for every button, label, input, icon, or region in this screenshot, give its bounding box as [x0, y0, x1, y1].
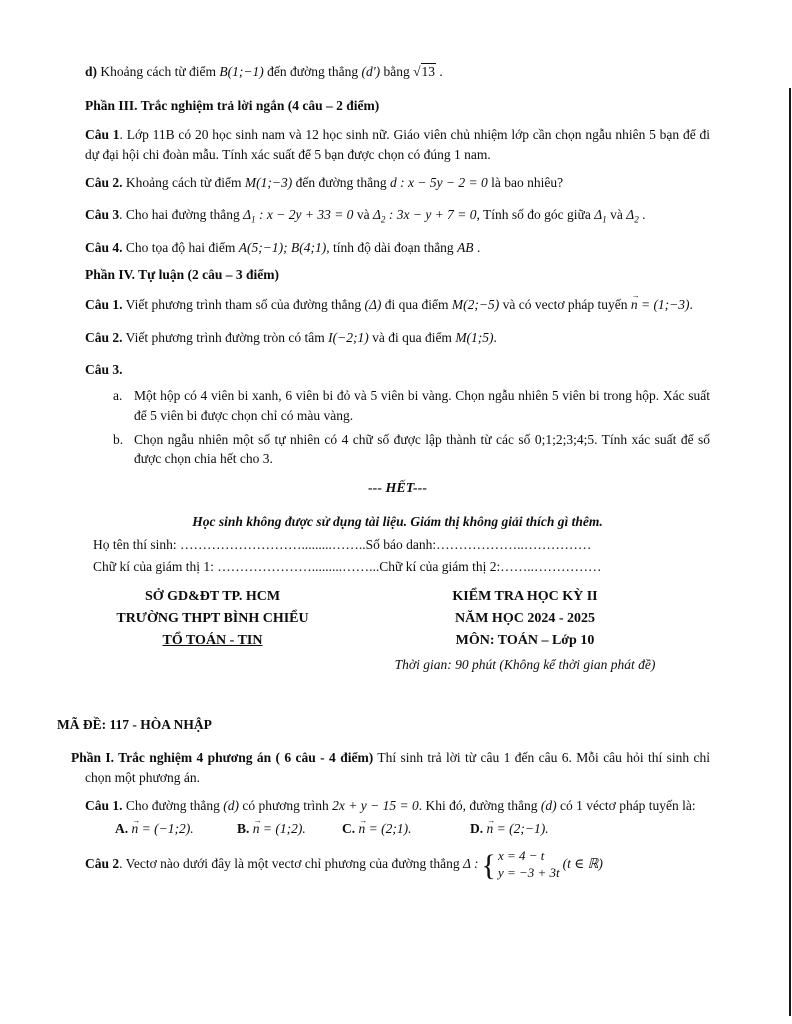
question-text: . Khi đó, đường thẳng: [418, 797, 541, 813]
list-item-a: [85, 386, 710, 425]
math-delta2: Δ: [626, 206, 635, 222]
math-points-ab: A(5;−1); B(4;1): [238, 239, 327, 255]
question-text: . Lớp 11B có 20 học sinh nam và 12 học sinh nữ. Giáo viên chủ nhiệm lớp cần chọn ngẫu nhiên 5 bạn để đi dự đại hội chi đoàn mẫu. Tính xác suất để 5 bạn được chọn có đúng 1 nam.: [85, 127, 710, 163]
math-equation: : 3x − y + 7 = 0: [385, 206, 477, 222]
math-line-equation: 2x + y − 15 = 0: [332, 797, 419, 813]
math-vector-value: = (1;−3): [637, 297, 690, 313]
math-parameter-domain: (t ∈ ℝ): [562, 856, 603, 872]
part1-marker: Phần I. Trắc nghiệm 4 phương án ( 6 câu - 4 điểm): [71, 750, 374, 766]
school-name: TRƯỜNG THPT BÌNH CHIỂU: [116, 611, 309, 627]
math-point-m: M(1;5): [455, 329, 494, 345]
list-text-a: Một hộp có 4 viên bi xanh, 6 viên bi đỏ và 5 viên bi vàng. Chọn ngẫu nhiên 5 viên bi trong hộp. Xác suất để 5 viên bi được chọn chỉ có màu vàng.: [134, 388, 710, 423]
math-line-d: (d): [540, 797, 557, 813]
question-text: .: [689, 297, 693, 313]
question-text: có phương trình: [238, 797, 333, 813]
math-point-m: M(2;−5): [451, 297, 500, 313]
question-text: , tính độ dài đoạn thẳng: [326, 239, 458, 255]
question-marker: Câu 2.: [85, 329, 123, 345]
text: .: [436, 64, 443, 79]
math-line-d-prime: (d'): [361, 64, 381, 79]
part3-question-3: [85, 205, 710, 227]
part1-heading: [71, 748, 710, 787]
question-marker: Câu 2: [85, 856, 120, 872]
math-center-i: I(−2;1): [328, 329, 369, 345]
math-line-equation: d : x − 5y − 2 = 0: [389, 174, 488, 190]
option-c-label: C.: [342, 821, 356, 837]
school-year: NĂM HỌC 2024 - 2025: [455, 611, 595, 627]
part4-heading: Phần IV. Tự luận (2 câu – 3 điểm): [85, 267, 280, 283]
part4-question-3-marker: Câu 3.: [85, 362, 123, 378]
option-a-label: A.: [115, 821, 129, 837]
math-delta: Δ :: [462, 856, 479, 872]
item-d: [85, 62, 710, 82]
header-right-column: [340, 586, 710, 675]
math-vector-n: n →: [132, 821, 139, 837]
question-marker: Câu 2.: [85, 174, 123, 190]
option-b-value: = (1;2).: [259, 821, 306, 837]
exam-code: MÃ ĐỀ: 117 - HÒA NHẬP: [57, 717, 212, 733]
math-delta1: Δ: [243, 206, 252, 222]
text: bằng: [380, 64, 414, 79]
question-text: .: [473, 239, 481, 255]
option-c: [342, 821, 470, 837]
option-a: [115, 821, 237, 837]
math-segment-ab: AB: [457, 239, 474, 255]
math-delta-line: (Δ): [364, 297, 382, 313]
part3-question-2: [85, 173, 710, 193]
option-d-label: D.: [470, 821, 484, 837]
subject-group: TỔ TOÁN - TIN: [162, 632, 263, 648]
part3-heading: Phần III. Trắc nghiệm trả lời ngắn (4 câu – 2 điểm): [85, 97, 380, 113]
left-brace: {: [481, 848, 496, 882]
question-text: Viết phương trình tham số của đường thẳng: [122, 297, 365, 313]
part4-question-2: [85, 328, 710, 348]
equation-system: [482, 848, 560, 882]
question-text: .: [493, 329, 497, 345]
item-d-marker: d): [85, 64, 98, 79]
exam-notice: Học sinh không được sử dụng tài liệu. Giám thị không giải thích gì thêm.: [192, 514, 603, 530]
system-equation-x: x = 4 − t: [497, 848, 545, 864]
option-b: [237, 821, 342, 837]
end-marker: --- HẾT---: [368, 480, 427, 496]
candidate-name-line: Họ tên thí sinh: ……………………….........……..Số báo danh:………………..……………: [93, 537, 592, 553]
part3-question-1: [85, 125, 710, 164]
question-text: Cho tọa độ hai điểm: [122, 239, 239, 255]
question-text: . Vectơ nào dưới đây là một vectơ chỉ phương của đường thẳng: [119, 856, 463, 872]
equation-system-lines: [496, 848, 560, 882]
math-point-m: M(1;−3): [244, 174, 293, 190]
part1-question-1: [85, 796, 710, 816]
list-marker-b: b.: [113, 431, 124, 447]
question-text: có 1 véctơ pháp tuyến là:: [556, 797, 696, 813]
question-text: . Cho hai đường thẳng: [119, 206, 244, 222]
math-vector-n: n →: [631, 295, 638, 315]
option-c-value: = (2;1).: [365, 821, 412, 837]
math-sub: 2: [634, 214, 639, 225]
question-marker: Câu 4.: [85, 239, 123, 255]
option-d: [470, 821, 549, 837]
option-b-label: B.: [237, 821, 250, 837]
question-marker: Câu 1.: [85, 297, 123, 313]
question-text: Viết phương trình đường tròn có tâm: [122, 329, 329, 345]
list-marker-a: a.: [113, 388, 123, 404]
part3-question-4: [85, 238, 710, 258]
question-marker: Câu 1: [85, 127, 120, 143]
list-item-b: [85, 430, 710, 469]
question-text: và: [353, 206, 373, 222]
math-vector-n: n →: [487, 821, 494, 837]
part1-text: Thí sinh trả lời từ câu 1 đến câu 6. Mỗi câu hỏi thí sinh chỉ chọn một phương án.: [85, 750, 710, 785]
question-text: , Tính số đo góc giữa: [476, 206, 595, 222]
math-sub: 1: [251, 214, 256, 225]
math-line-d: (d): [223, 797, 239, 813]
part1-question-2: [85, 848, 710, 882]
math-point-b: B(1;−1): [219, 64, 264, 79]
exam-duration: Thời gian: 90 phút (Không kể thời gian phát đề): [394, 656, 656, 672]
question-text: Khoảng cách từ điểm: [122, 174, 245, 190]
exam-title: KIỂM TRA HỌC KỲ II: [452, 589, 598, 605]
option-a-value: = (−1;2).: [138, 821, 194, 837]
math-sub: 1: [602, 214, 607, 225]
part4-question-1: [85, 295, 710, 315]
scan-edge-artifact: [789, 88, 791, 1016]
math-equation: : x − 2y + 33 = 0: [255, 206, 354, 222]
math-delta1: Δ: [594, 206, 603, 222]
question-marker: Câu 1.: [85, 797, 123, 813]
text: đến đường thẳng: [263, 64, 362, 79]
question-text: là bao nhiêu?: [487, 174, 564, 190]
sqrt-value: 13: [421, 64, 436, 79]
sqrt-radical-icon: √: [413, 64, 421, 79]
math-delta2: Δ: [372, 206, 381, 222]
system-equation-y: y = −3 + 3t: [497, 865, 560, 881]
question-text: .: [638, 206, 646, 222]
header-left-column: [85, 586, 340, 675]
math-sub: 2: [380, 214, 386, 225]
exam-header: [85, 586, 710, 675]
exam-subject: MÔN: TOÁN – Lớp 10: [455, 632, 595, 648]
question-text: đến đường thẳng: [292, 174, 390, 190]
question-marker: Câu 3: [85, 206, 120, 222]
question-text: và có vectơ pháp tuyến: [499, 297, 631, 313]
math-vector-n: n →: [253, 821, 260, 837]
math-vector-n: n →: [359, 821, 366, 837]
question-text: Cho đường thẳng: [122, 797, 224, 813]
text: Khoảng cách từ điểm: [97, 64, 220, 79]
answer-options-row: [85, 821, 710, 837]
list-text-b: Chọn ngẫu nhiên một số tự nhiên có 4 chữ số được lập thành từ các số 0;1;2;3;4;5. Tính xác suất để số được chọn chia hết cho 3.: [134, 431, 710, 467]
option-d-value: = (2;−1).: [493, 821, 549, 837]
question-text: và: [606, 206, 627, 222]
question-text: và đi qua điểm: [368, 329, 456, 345]
proctor-signature-line: Chữ kí của giám thị 1: ………………….........……...Chữ kí của giám thị 2:……..……………: [93, 558, 602, 574]
question-text: đi qua điểm: [381, 297, 452, 313]
department-name: SỞ GD&ĐT TP. HCM: [144, 589, 281, 605]
